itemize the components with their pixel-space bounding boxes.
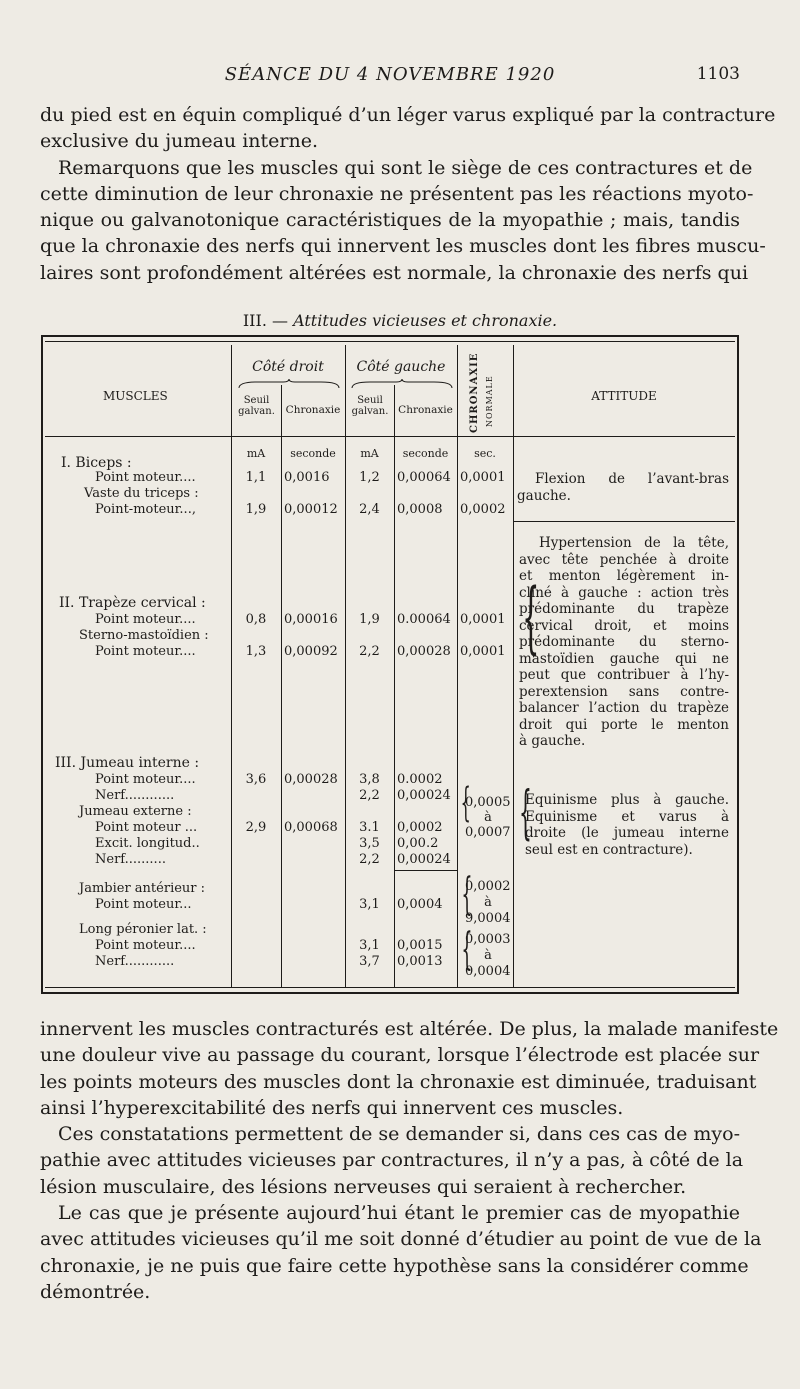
cell-chronaxie-normale: 0,0002 [465, 879, 511, 894]
column-divider [281, 385, 282, 987]
group-title: II. Trapèze cervical : [59, 595, 206, 611]
brace-icon [350, 379, 454, 389]
cell-chronaxie-gauche: 0.0002 [397, 772, 443, 787]
cell-chronaxie-gauche: 0,0002 [397, 820, 443, 835]
attitude-line: à gauche. [519, 733, 586, 749]
header-chronaxie-normale: CHRONAXIE [469, 352, 480, 433]
cell-seuil-gauche: 3,8 [359, 772, 380, 787]
cell-chronaxie-droit: 0,00016 [284, 612, 338, 627]
cell-chronaxie-normale: 9,0004 [465, 911, 511, 926]
cell-seuil-gauche: 3,7 [359, 954, 380, 969]
cell-chronaxie-normale: 0,0004 [465, 964, 511, 979]
cell-chronaxie-gauche: 0,0013 [397, 954, 443, 969]
brace-icon: { [460, 780, 471, 826]
header-chronaxie-gauche: Chronaxie [398, 404, 453, 416]
row-label: Nerf............ [95, 788, 175, 803]
unit-sec: sec. [474, 447, 496, 460]
cell-chronaxie-gauche: 0,00.2 [397, 836, 439, 851]
text-line: du pied est en équin compliqué d’un léger varus expliqué par la contracture [40, 104, 776, 126]
header-cote-gauche: Côté gauche [356, 359, 446, 375]
header-muscles: MUSCLES [103, 389, 168, 403]
header-seuil-gauche: Seuil galvan. [351, 395, 389, 417]
attitude-line: avec tête penchée à droite [519, 551, 729, 568]
attitude-line: Flexion de l’avant-bras [535, 471, 729, 487]
cell-seuil-gauche: 2,4 [359, 502, 380, 517]
outro-paragraph [40, 1016, 779, 1305]
unit-ma: mA [246, 447, 266, 460]
attitude-line: droite (le jumeau interne [525, 825, 729, 841]
cell-seuil-gauche: 2,2 [359, 788, 380, 803]
attitude-line: peut que contribuer à l’hy- [519, 667, 729, 683]
text-line: ainsi l’hyperexcitabilité des nerfs qui innervent ces muscles. [40, 1096, 624, 1119]
cell-seuil-droit: 1,3 [245, 644, 267, 659]
row-label: Sterno-mastoïdien : [79, 628, 209, 643]
attitude-line: cervical droit, et moins [519, 617, 729, 634]
caption-number: III. — [242, 311, 288, 330]
text-line: pathie avec attitudes vicieuses par contractures, il n’y a pas, à côté de la [40, 1149, 744, 1172]
group-title: I. Biceps : [61, 455, 132, 471]
column-divider [513, 345, 514, 987]
header-chronaxie-droit: Chronaxie [285, 404, 341, 416]
cell-chronaxie-normale: 0,0005 [465, 795, 511, 810]
attitude-line: droit qui porte le menton [519, 716, 729, 733]
cell-seuil-gauche: 2,2 [359, 644, 380, 659]
unit-seconde: seconde [290, 447, 336, 460]
text-line: démontrée. [40, 1280, 151, 1303]
attitude-line: gauche. [517, 487, 571, 504]
cell-chronaxie-gauche: 0,0004 [397, 897, 443, 912]
column-divider [394, 385, 395, 987]
text-line: innervent les muscles contracturés est altérée. De plus, la malade manifeste [40, 1018, 779, 1040]
row-label: Jambier antérieur : [79, 881, 206, 896]
table-caption [0, 311, 800, 330]
row-label: Nerf............ [95, 954, 175, 969]
attitude-line: prédominante du sterno- [519, 634, 729, 650]
cell-chronaxie-normale: à [484, 948, 492, 963]
brace-icon: { [461, 924, 473, 975]
text-line: laires sont profondément altérées est normale, la chronaxie des nerfs qui [40, 261, 749, 284]
cell-chronaxie-gauche: 0,00064 [397, 470, 451, 485]
cell-chronaxie-gauche: 0,0008 [397, 502, 443, 517]
row-label: Point-moteur..., [95, 502, 196, 517]
text-line: Le cas que je présente aujourd’hui étant le premier cas de myopathie [58, 1202, 740, 1225]
text-line: que la chronaxie des nerfs qui innervent les muscles dont les fibres muscu- [40, 235, 766, 258]
cell-chronaxie-gauche: 0,00024 [397, 788, 451, 803]
attitude-line: cliné à gauche : action très [519, 584, 729, 601]
cell-seuil-gauche: 3,1 [359, 938, 380, 953]
row-label: Nerf.......... [95, 852, 166, 867]
attitude-line: perextension sans contre- [519, 683, 729, 700]
text-line: Ces constatations permettent de se demander si, dans ces cas de myo- [58, 1123, 740, 1146]
row-label: Excit. longitud.. [95, 836, 200, 851]
header-normale: NORMALE [485, 375, 494, 427]
cell-seuil-gauche: 1,9 [359, 612, 380, 627]
cell-seuil-gauche: 2,2 [359, 852, 380, 867]
attitude-line: prédominante du trapèze [519, 601, 729, 617]
cell-seuil-gauche: 3.1 [359, 820, 380, 835]
text-line: Remarquons que les muscles qui sont le siège de ces contractures et de [58, 156, 753, 179]
column-divider [345, 345, 346, 987]
header-seuil-droit: Seuil galvan. [238, 395, 275, 417]
cell-chronaxie-gauche: 0,00028 [397, 644, 451, 659]
cell-seuil-gauche: 1,2 [359, 470, 380, 485]
cell-chronaxie-normale: à [484, 810, 492, 825]
caption-title: Attitudes vicieuses et chronaxie. [293, 311, 558, 330]
page-number: 1103 [696, 64, 740, 84]
cell-chronaxie-droit: 0,00028 [284, 772, 338, 787]
header-cote-droit: Côté droit [252, 359, 324, 375]
unit-seconde: seconde [402, 447, 449, 460]
cell-chronaxie-gauche: 0,0015 [397, 938, 443, 953]
attitude-line: et menton légèrement in- [519, 568, 729, 584]
text-line: cette diminution de leur chronaxie ne présentent pas les réactions myoto- [40, 182, 754, 205]
row-label: Vaste du triceps : [84, 486, 199, 501]
cell-seuil-droit: 3,6 [245, 772, 267, 787]
attitude-line: Equinisme et varus à [525, 808, 729, 825]
cell-chronaxie-normale: 0,0001 [460, 612, 506, 627]
cell-chronaxie-droit: 0,00092 [284, 644, 338, 659]
header-title: SÉANCE DU 4 NOVEMBRE 1920 [224, 64, 556, 85]
cell-seuil-gauche: 3,5 [359, 836, 380, 851]
cell-chronaxie-droit: 0,00012 [284, 502, 338, 517]
cell-chronaxie-droit: 0,00068 [284, 820, 338, 835]
row-label: Point moteur.... [95, 938, 196, 953]
brace-icon: { [461, 869, 473, 920]
cell-seuil-droit: 2,9 [245, 820, 267, 835]
running-header [40, 64, 740, 94]
attitude-line: balancer l’action du trapèze [519, 700, 729, 716]
brace-icon [237, 379, 341, 389]
text-line: chronaxie, je ne puis que faire cette hypothèse sans la considérer comme [40, 1254, 749, 1277]
column-divider [231, 345, 232, 987]
group-title: III. Jumeau interne : [55, 755, 200, 771]
cell-chronaxie-droit: 0,0016 [284, 470, 330, 485]
cell-seuil-droit: 0,8 [245, 612, 267, 627]
row-label: Point moteur.... [95, 470, 196, 485]
cell-chronaxie-normale: 0,0001 [460, 470, 506, 485]
cell-chronaxie-normale: à [484, 895, 492, 910]
cell-seuil-droit: 1,9 [245, 502, 267, 517]
data-table [41, 335, 739, 994]
cell-seuil-droit: 1,1 [245, 470, 267, 485]
attitude-note [525, 792, 729, 858]
cell-chronaxie-normale: 0,0003 [465, 932, 511, 947]
cell-seuil-gauche: 3,1 [359, 897, 380, 912]
row-label: Point moteur.... [95, 644, 196, 659]
attitude-line: Equinisme plus à gauche. [525, 792, 729, 808]
cell-chronaxie-normale: 0,0001 [460, 644, 506, 659]
attitude-rule [513, 521, 735, 522]
row-label: Point moteur.... [95, 772, 196, 787]
table-rule [45, 987, 735, 988]
table-rule [45, 341, 735, 342]
unit-ma: mA [360, 447, 379, 460]
row-label: Point moteur.... [95, 612, 196, 627]
cell-chronaxie-gauche: 0,00024 [397, 852, 451, 867]
text-line: exclusive du jumeau interne. [40, 130, 318, 153]
text-line: les points moteurs des muscles dont la chronaxie est diminuée, traduisant [40, 1070, 757, 1093]
text-line: une douleur vive au passage du courant, lorsque l’électrode est placée sur [40, 1044, 760, 1067]
text-line: avec attitudes vicieuses qu’il me soit donné d’étudier au point de vue de la [40, 1228, 762, 1251]
attitude-note [517, 471, 729, 504]
intro-paragraph [40, 102, 776, 286]
cell-rule [394, 870, 457, 871]
text-line: lésion musculaire, des lésions nerveuses qui seraient à rechercher. [40, 1175, 687, 1198]
attitude-line: mastoïdien gauche qui ne [519, 650, 729, 667]
attitude-line: Hypertension de la tête, [539, 535, 729, 551]
column-divider [457, 345, 458, 987]
attitude-line: seul est en contracture). [525, 841, 693, 858]
header-rule [45, 436, 735, 437]
text-line: nique ou galvanotonique caractéristiques de la myopathie ; mais, tandis [40, 209, 740, 232]
row-label: Jumeau externe : [79, 804, 192, 819]
brace-icon: { [518, 778, 532, 846]
cell-chronaxie-gauche: 0.00064 [397, 612, 451, 627]
cell-chronaxie-normale: 0,0002 [460, 502, 506, 517]
header-attitude: ATTITUDE [591, 389, 657, 403]
attitude-note [519, 535, 729, 750]
cell-chronaxie-normale: 0,0007 [465, 825, 511, 840]
brace-icon: { [522, 573, 540, 663]
row-label: Long péronier lat. : [79, 922, 207, 937]
row-label: Point moteur ... [95, 820, 198, 835]
row-label: Point moteur... [95, 897, 192, 912]
